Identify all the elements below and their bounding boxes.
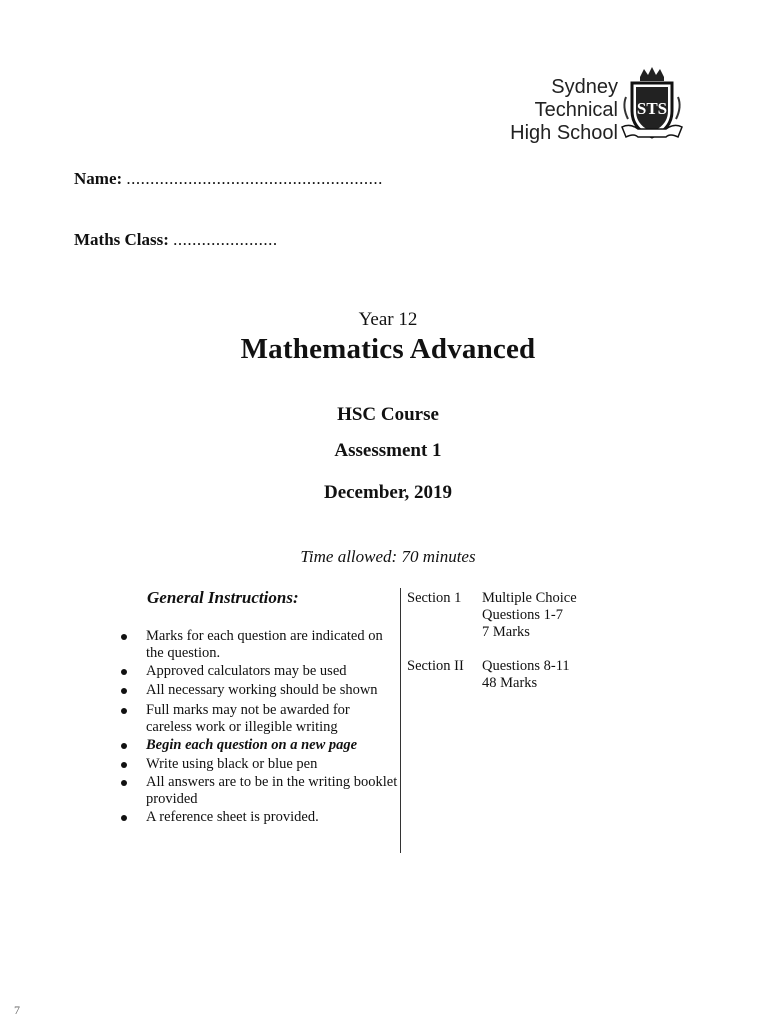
bullet-icon	[121, 743, 127, 749]
page-title: Mathematics Advanced	[240, 333, 536, 365]
section-1-label: Section 1	[407, 590, 462, 606]
bullet-icon	[121, 669, 127, 675]
name-field	[74, 169, 383, 189]
section-2-label: Section II	[407, 658, 464, 674]
year-label: Year 12	[358, 309, 418, 330]
bullet-icon	[121, 762, 127, 768]
school-name-line-3: High School	[510, 122, 618, 144]
instruction-item: Begin each question on a new page	[118, 737, 398, 754]
instruction-item: All answers are to be in the writing booklet provided	[118, 774, 398, 807]
section-2-line: 48 Marks	[482, 675, 538, 691]
bullet-icon	[121, 815, 127, 821]
name-dotted-line: ......................................................	[126, 169, 383, 188]
instructions-heading: General Instructions:	[147, 588, 299, 607]
school-name-line-2: Technical	[534, 99, 618, 121]
section-1-line: 7 Marks	[482, 624, 530, 640]
instruction-item: Marks for each question are indicated on the question.	[118, 628, 398, 661]
instruction-item: Write using black or blue pen	[118, 756, 398, 773]
maths-class-label: Maths Class:	[74, 230, 169, 249]
bullet-icon	[121, 688, 127, 694]
section-2-line: Questions 8-11	[482, 658, 570, 674]
section-2-details	[482, 658, 570, 692]
bullet-icon	[121, 780, 127, 786]
page-corner-mark: 7	[14, 1003, 20, 1017]
bullet-icon	[121, 708, 127, 714]
maths-class-field	[74, 230, 278, 250]
name-label: Name:	[74, 169, 123, 188]
instruction-item: A reference sheet is provided.	[118, 809, 398, 826]
course-label: HSC Course	[337, 404, 439, 425]
crown-icon	[640, 67, 664, 81]
exam-date: December, 2019	[323, 482, 453, 503]
instruction-item: Approved calculators may be used	[118, 663, 398, 680]
section-1-line: Questions 1-7	[482, 607, 563, 623]
assessment-label: Assessment 1	[334, 440, 442, 461]
svg-text:STS: STS	[636, 99, 668, 118]
school-name-line-1: Sydney	[551, 76, 618, 98]
time-allowed: Time allowed: 70 minutes	[300, 547, 476, 566]
school-name	[470, 76, 618, 145]
section-1-details	[482, 590, 577, 641]
section-1-line: Multiple Choice	[482, 590, 577, 606]
school-crest-logo	[620, 67, 684, 149]
maths-class-dotted-line: ......................	[173, 230, 278, 249]
bullet-icon	[121, 634, 127, 640]
instruction-item: All necessary working should be shown	[118, 682, 398, 699]
instruction-item: Full marks may not be awarded for careless work or illegible writing	[118, 702, 398, 735]
column-divider	[400, 588, 401, 853]
instructions-list	[118, 628, 398, 828]
